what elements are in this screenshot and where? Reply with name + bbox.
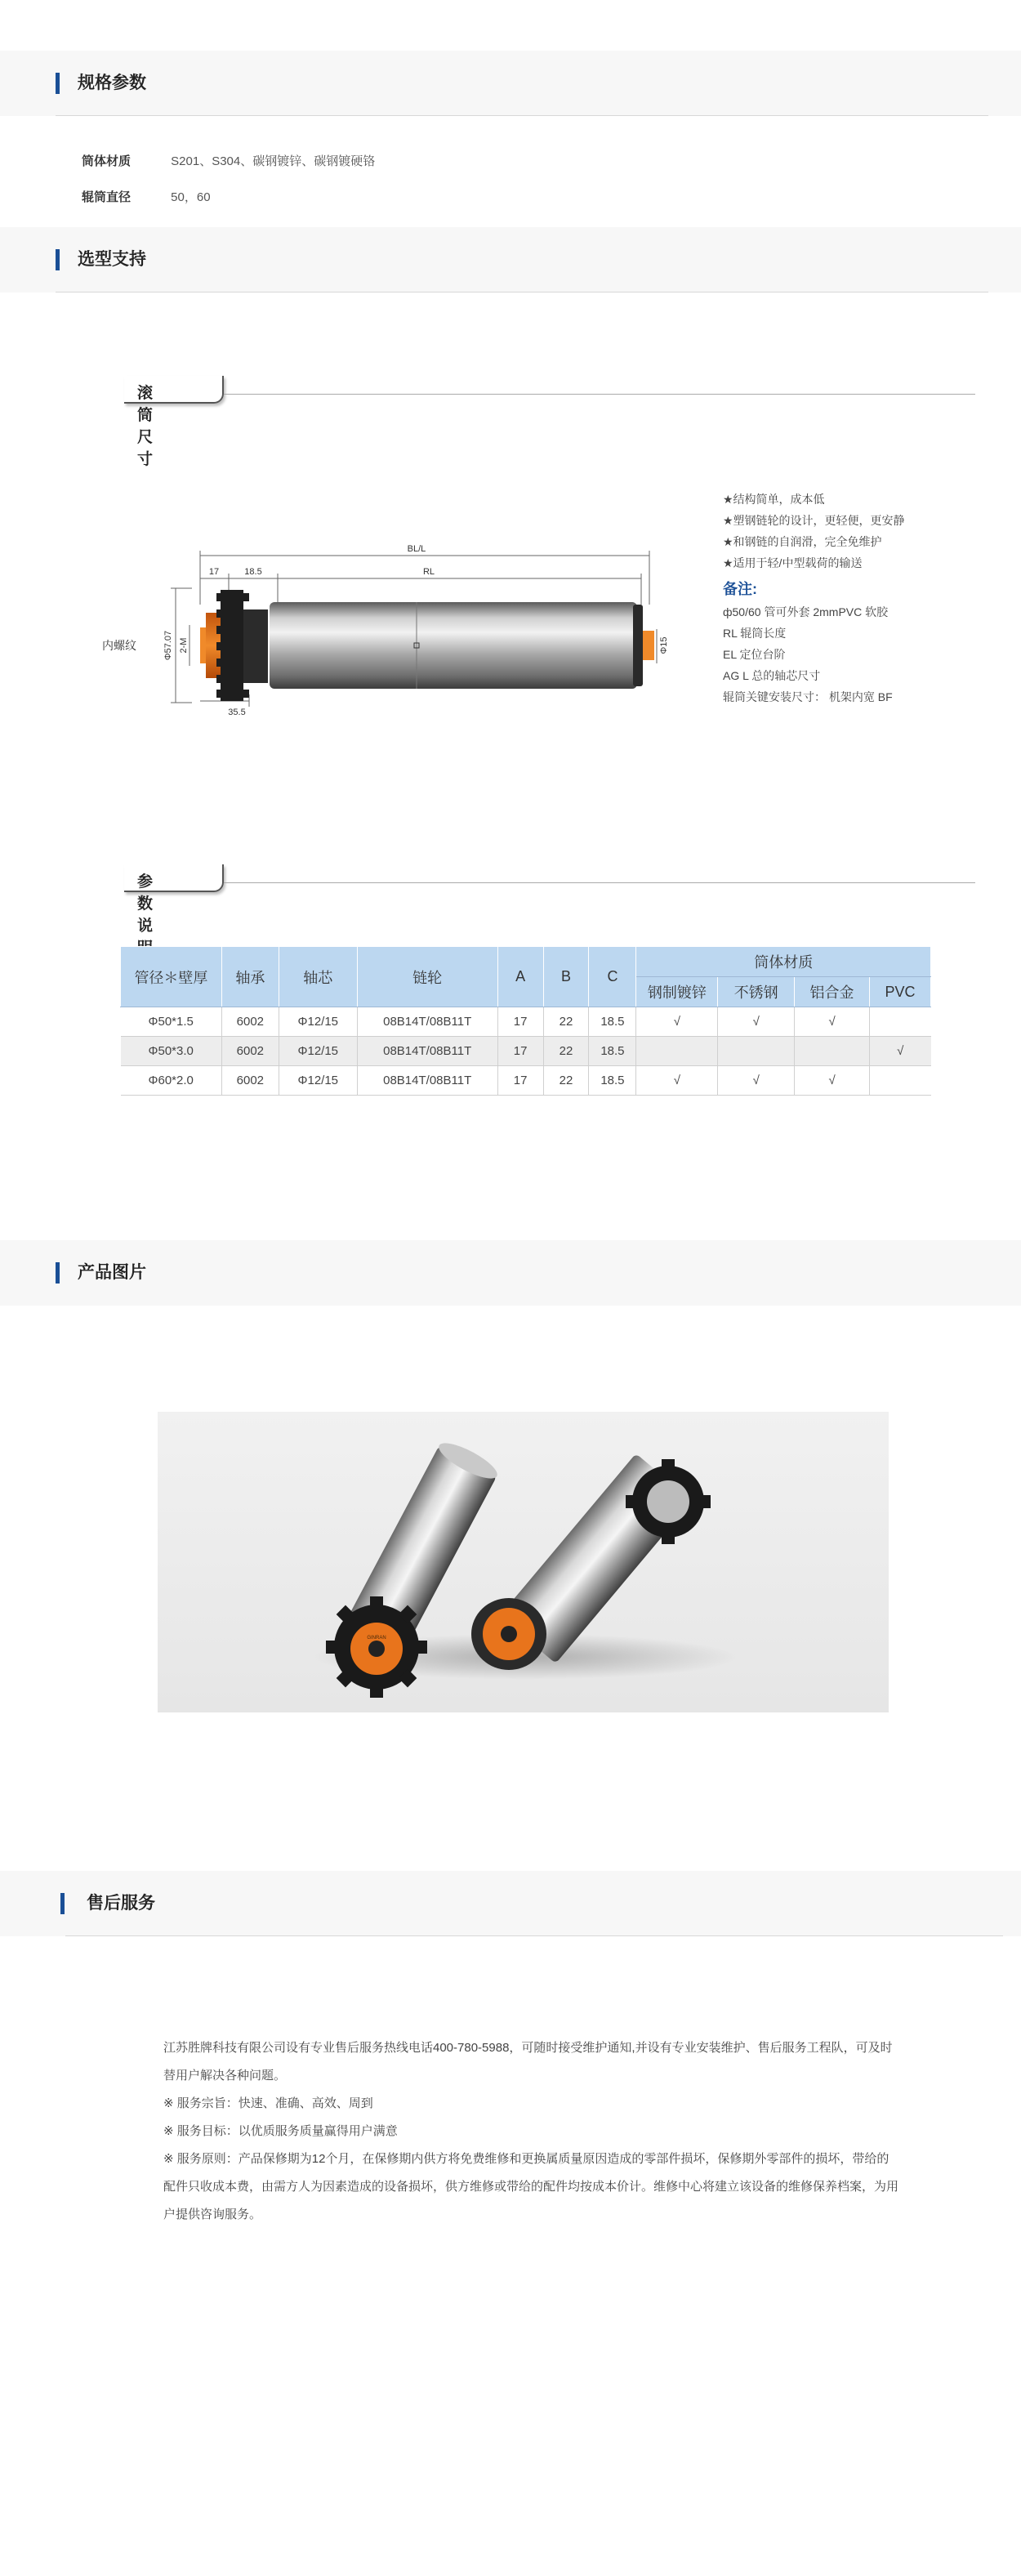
table-row <box>121 1037 931 1066</box>
th-material: 筒体材质 <box>636 947 931 977</box>
section-title-service: 售后服务 <box>87 1894 155 1913</box>
spec-row-diameter <box>82 190 211 206</box>
remark-item: ф50/60 管可外套 2mmPVC 软胶 <box>723 605 889 618</box>
cell-m3: √ <box>795 1066 870 1096</box>
spec-label: 筒体材质 <box>82 154 132 168</box>
left-sprocket <box>326 1596 427 1698</box>
dim-m: 2-M <box>179 637 189 654</box>
service-item: ※ 服务原则：产品保修期为12个月，在保修期内供方将免费维修和更换属质量原因造成的零部件损坏，保修期外零部件的损坏，带给的配件只收成本费，由需方人为因素造成的设备损坏，供方维修或带给的配件均按成本价计。维修中心将建立该设备的维修保养档案，为用户提供咨询服务。 <box>163 2152 899 2221</box>
th-m4: PVC <box>869 977 930 1007</box>
section-header-photo <box>0 1240 1021 1306</box>
section-header-service <box>0 1871 1021 1936</box>
spec-value: S201、S304、碳钢镀锌、碳钢镀硬铬 <box>171 154 376 168</box>
cell-bearing: 6002 <box>221 1066 279 1096</box>
th-c: C <box>589 947 636 1007</box>
tag-label-dimensions: 滚筒尺寸 <box>137 385 154 468</box>
spec-label: 辊筒直径 <box>82 190 132 204</box>
dim-rl: RL <box>422 567 435 577</box>
cell-shaft: Φ12/15 <box>279 1037 357 1066</box>
cell-m2: √ <box>718 1007 795 1037</box>
service-text <box>163 2034 898 2229</box>
product-photo <box>158 1412 889 1712</box>
cell-sprocket: 08B14T/08B11T <box>357 1037 497 1066</box>
cell-a: 17 <box>497 1066 543 1096</box>
cell-b: 22 <box>543 1007 589 1037</box>
th-m3: 铝合金 <box>795 977 870 1007</box>
right-roller-end <box>471 1598 546 1670</box>
cell-shaft: Φ12/15 <box>279 1007 357 1037</box>
section-header-spec <box>0 51 1021 116</box>
roller-dimension-drawing <box>90 531 678 727</box>
cell-m1 <box>636 1037 718 1066</box>
feature-item: ★和钢链的自润滑，完全免维护 <box>723 535 882 548</box>
dim-c: 18.5 <box>244 567 262 577</box>
cell-bearing: 6002 <box>221 1037 279 1066</box>
cell-b: 22 <box>543 1037 589 1066</box>
th-shaft: 轴芯 <box>279 947 357 1007</box>
th-m2: 不锈钢 <box>718 977 795 1007</box>
dim-d: Φ15 <box>659 636 669 654</box>
th-m1: 钢制镀锌 <box>636 977 718 1007</box>
cell-m4 <box>869 1066 930 1096</box>
cell-m2: √ <box>718 1066 795 1096</box>
tag-label-params: 参数说 <box>137 873 154 935</box>
cell-bearing: 6002 <box>221 1007 279 1037</box>
service-item: ※ 服务目标：以优质服务质量赢得用户满意 <box>163 2124 398 2138</box>
remark-item: AG L 总的轴芯尺寸 <box>723 669 821 682</box>
cell-pipe: Φ60*2.0 <box>121 1066 222 1096</box>
section-title-spec: 规格参数 <box>78 74 146 92</box>
cell-b: 22 <box>543 1066 589 1096</box>
cell-pipe: Φ50*1.5 <box>121 1007 222 1037</box>
spec-value: 50，60 <box>171 190 211 204</box>
cell-m4 <box>869 1007 930 1037</box>
section-divider <box>56 115 988 116</box>
service-item: ※ 服务宗旨：快速、准确、高效、周到 <box>163 2096 373 2110</box>
remark-item: EL 定位台阶 <box>723 648 786 661</box>
th-a: A <box>497 947 543 1007</box>
roller-stamp: GINRAN <box>367 1636 386 1641</box>
cell-m2 <box>718 1037 795 1066</box>
th-sprocket: 链轮 <box>357 947 497 1007</box>
table-row <box>121 1007 931 1037</box>
cell-m1: √ <box>636 1066 718 1096</box>
tag-line <box>224 882 975 883</box>
feature-item: ★适用于轻/中型载荷的输送 <box>723 556 863 569</box>
cell-m3 <box>795 1037 870 1066</box>
cell-a: 17 <box>497 1007 543 1037</box>
th-bearing: 轴承 <box>221 947 279 1007</box>
feature-notes <box>723 489 905 708</box>
cell-a: 17 <box>497 1037 543 1066</box>
drawing-side-label: 内螺纹 <box>102 639 136 652</box>
section-title-photo: 产品图片 <box>78 1263 146 1282</box>
spec-row-material <box>82 154 375 170</box>
section-accent-bar <box>56 73 60 94</box>
th-b: B <box>543 947 589 1007</box>
section-divider <box>65 1935 1003 1936</box>
remark-title: 备注: <box>723 581 757 597</box>
tag-line <box>224 394 975 395</box>
cell-m3: √ <box>795 1007 870 1037</box>
cell-sprocket: 08B14T/08B11T <box>357 1066 497 1096</box>
section-header-selection <box>0 227 1021 292</box>
cell-c: 18.5 <box>589 1066 636 1096</box>
service-intro: 江苏胜牌科技有限公司设有专业售后服务热线电话400-780-5988，可随时接受维护通知,并设有专业安装维护、售后服务工程队，可及时替用户解决各种问题。 <box>163 2041 893 2083</box>
remark-item: 辊筒关键安装尺寸： 机架内宽 BF <box>723 690 893 703</box>
cell-pipe: Φ50*3.0 <box>121 1037 222 1066</box>
table-row <box>121 1066 931 1096</box>
params-table <box>120 946 931 1096</box>
feature-item: ★结构简单，成本低 <box>723 493 825 506</box>
dim-b: 35.5 <box>228 708 246 717</box>
section-accent-bar <box>56 1262 60 1284</box>
cell-shaft: Φ12/15 <box>279 1066 357 1096</box>
cell-c: 18.5 <box>589 1007 636 1037</box>
cell-sprocket: 08B14T/08B11T <box>357 1007 497 1037</box>
section-accent-bar <box>60 1893 65 1914</box>
product-roller-illustration <box>158 1412 889 1712</box>
dim-phi: Φ57.07 <box>163 630 173 661</box>
cell-m1: √ <box>636 1007 718 1037</box>
cell-m4: √ <box>869 1037 930 1066</box>
remark-item: RL 辊筒长度 <box>723 627 787 640</box>
th-pipe: 管径＊壁厚 <box>121 947 222 1007</box>
dim-bl-l: BL/L <box>407 544 426 554</box>
feature-item: ★塑钢链轮的设计，更轻便，更安静 <box>723 514 905 527</box>
section-title-selection: 选型支持 <box>78 250 146 269</box>
dim-a: 17 <box>208 567 220 577</box>
cell-c: 18.5 <box>589 1037 636 1066</box>
section-accent-bar <box>56 249 60 270</box>
